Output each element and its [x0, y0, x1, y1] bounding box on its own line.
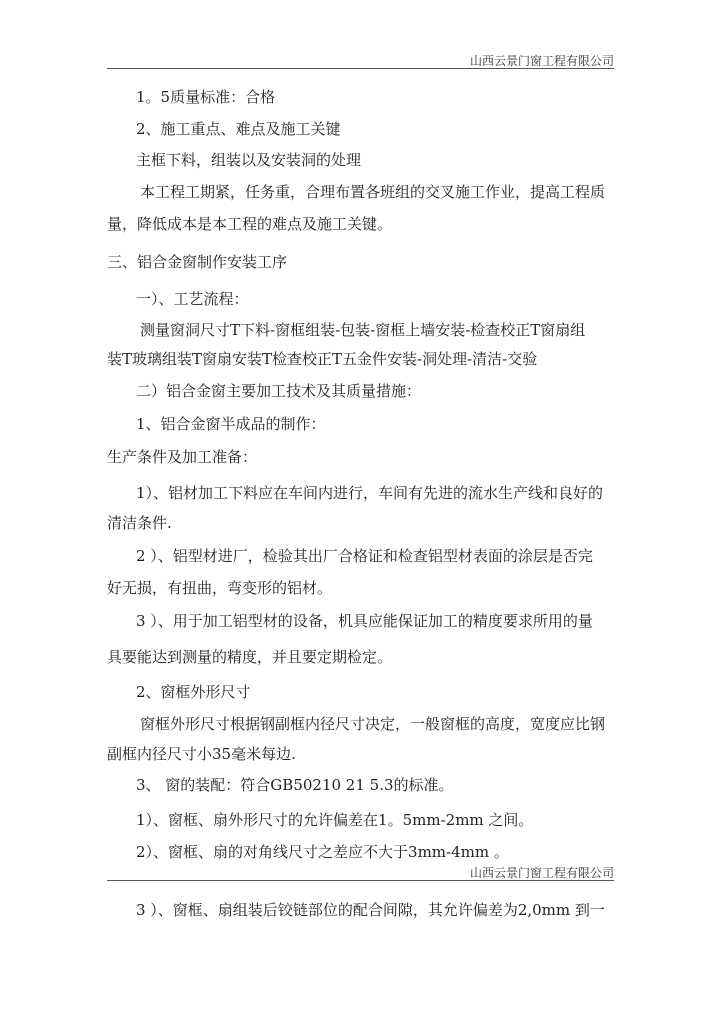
text-line: 2、窗框外形尺寸: [136, 683, 251, 701]
text-line: 本工程工期紧，任务重，合理布置各班组的交叉施工作业，提高工程质: [140, 183, 606, 201]
text-line: 3 ）、窗框、扇组装后铰链部位的配合间隙，其允许偏差为2,0mm 到一: [136, 901, 605, 919]
text-line: 三、铝合金窗制作安装工序: [107, 253, 288, 271]
text-line: 2）、窗框、扇的对角线尺寸之差应不大于3mm-4mm 。: [136, 843, 509, 861]
text-line: 一）、工艺流程：: [136, 290, 249, 308]
text-line: 主框下料，组装以及安装洞的处理: [136, 151, 362, 169]
text-line: 2 ）、铝型材进厂，检验其出厂合格证和检查铝型材表面的涂层是否完: [136, 547, 593, 565]
text-line: 1。5质量标准：合格: [136, 88, 276, 106]
text-line: 1）、窗框、扇外形尺寸的允许偏差在1。5mm-2mm 之间。: [136, 811, 534, 829]
text-line: 1）、铝材加工下料应在车间内进行，车间有先进的流水生产线和良好的: [136, 484, 604, 502]
text-line: 生产条件及加工准备：: [107, 448, 258, 466]
text-line: 量，降低成本是本工程的难点及施工关键。: [107, 215, 393, 233]
text-line: 好无损，有扭曲，弯变形的铝材。: [107, 579, 333, 597]
text-line: 3、 窗的装配：符合GB50210 21 5.3的标准。: [136, 776, 454, 794]
text-line: 二）铝合金窗主要加工技术及其质量措施：: [136, 382, 422, 400]
text-line: 副框内径尺寸小35毫米每边.: [107, 745, 296, 763]
text-line: 窗框外形尺寸根据钢副框内径尺寸决定，一般窗框的高度，宽度应比钢: [140, 715, 606, 733]
text-line: 测量窗洞尺寸T下料-窗框组装-包装-窗框上墙安装-检查校正T窗扇组: [140, 321, 586, 339]
text-line: 3 ）、用于加工铝型材的设备，机具应能保证加工的精度要求所用的量: [136, 612, 593, 630]
text-line: 1、铝合金窗半成品的制作：: [136, 415, 326, 433]
footer-company: 山西云景门窗工程有限公司: [469, 866, 614, 880]
header-rule: [107, 68, 614, 69]
text-line: 具要能达到测量的精度，并且要定期检定。: [107, 648, 393, 666]
text-line: 2、施工重点、难点及施工关键: [136, 120, 341, 138]
text-line: 装T玻璃组装T窗扇安装T检查校正T五金件安装-洞处理-清洁-交验: [107, 350, 538, 368]
footer-rule: [107, 880, 614, 881]
text-line: 清洁条件.: [107, 514, 172, 532]
header-company: 山西云景门窗工程有限公司: [469, 54, 614, 68]
